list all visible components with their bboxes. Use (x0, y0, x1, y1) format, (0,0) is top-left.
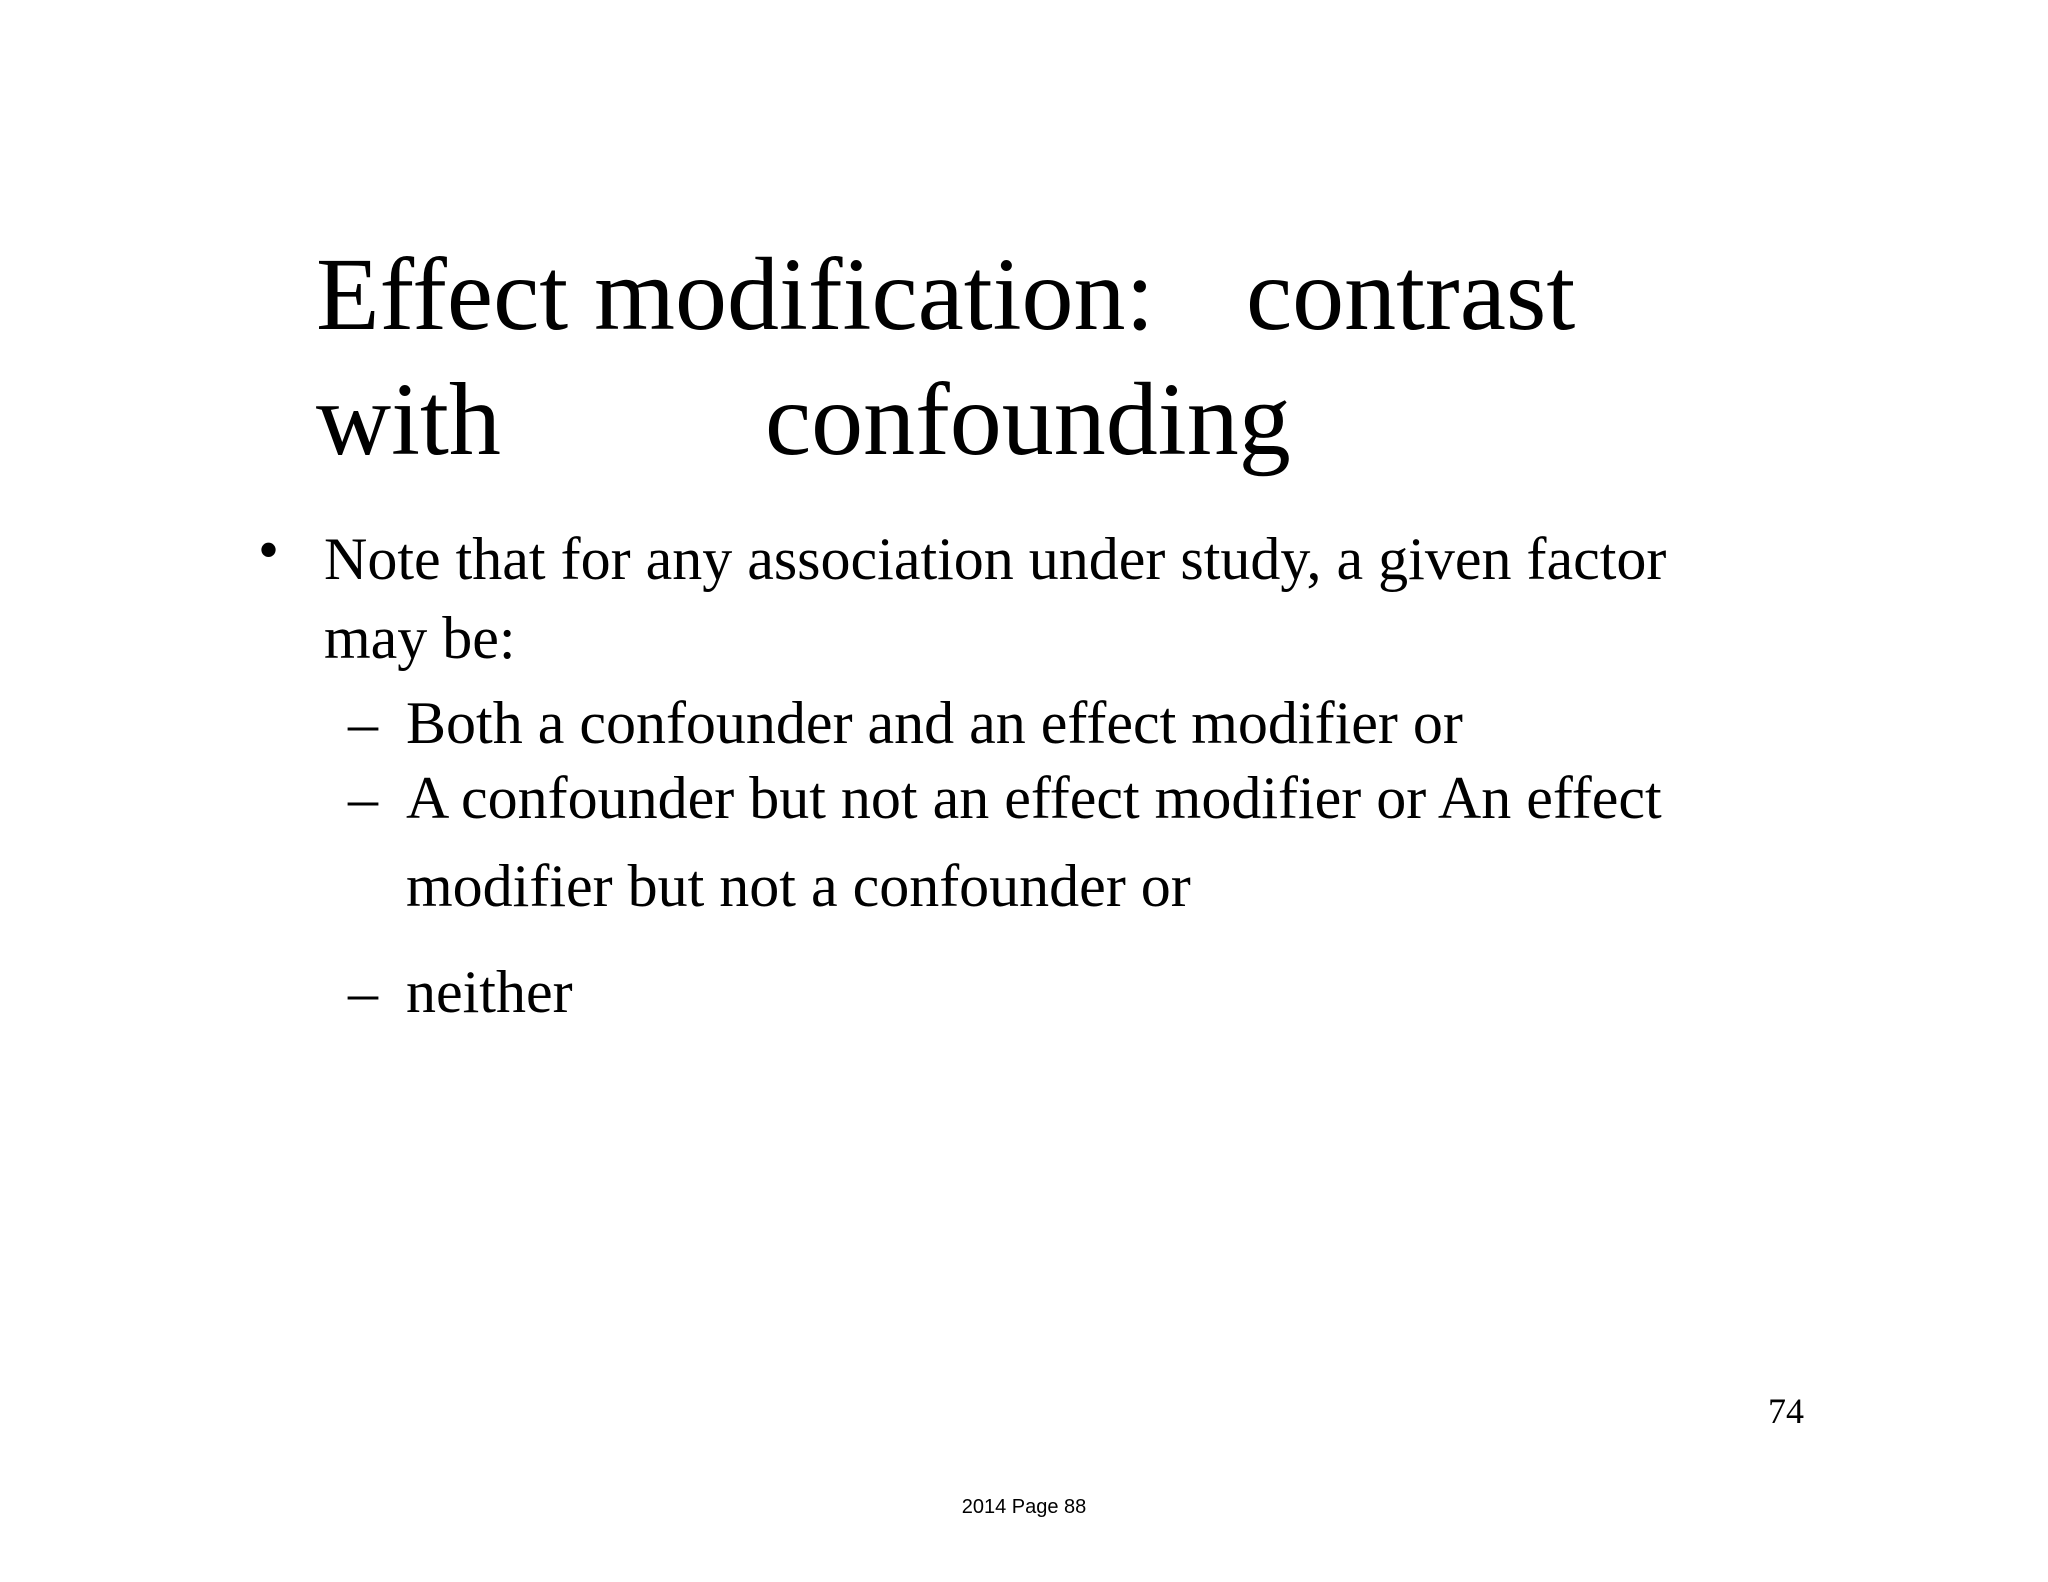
bullet-marker: • (258, 517, 280, 583)
sub-item-3-text: neither (406, 959, 573, 1025)
slide-title-line2-left: with (316, 362, 501, 477)
sub-item-3-marker: – (348, 959, 378, 1025)
slide-title-line1-left: Effect modification: (316, 237, 1155, 352)
page-footer: 2014 Page 88 (961, 1496, 1087, 1518)
sub-item-2-marker: – (348, 765, 378, 831)
slide-title-line2-right: confounding (765, 362, 1291, 477)
sub-item-2-text: A confounder but not an effect modifier or An effect (406, 765, 1662, 831)
sub-item-2-continuation: modifier but not a confounder or (406, 853, 1191, 919)
slide-number: 74 (1768, 1391, 1804, 1431)
sub-item-1-marker: – (348, 690, 378, 756)
bullet-text-line1: Note that for any association under study, a given factor (324, 526, 1667, 592)
bullet-text-line2: may be: (324, 605, 516, 671)
slide-title-line1-right: contrast (1246, 237, 1576, 352)
sub-item-1-text: Both a confounder and an effect modifier or (406, 690, 1463, 756)
